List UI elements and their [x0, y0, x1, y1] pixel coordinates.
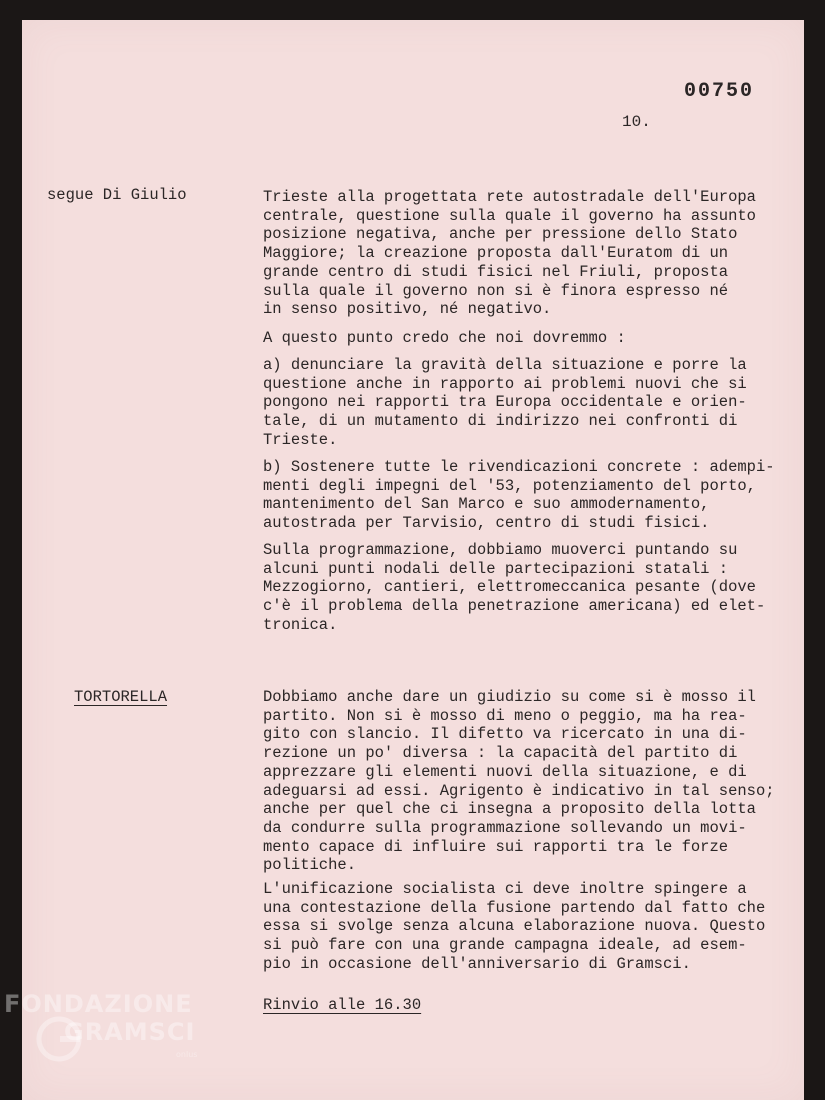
- watermark-line1: FONDAZIONE: [4, 990, 193, 1018]
- speaker-label: TORTORELLA: [74, 688, 168, 706]
- watermark-sub: onlus: [176, 1050, 198, 1059]
- watermark-line2: GRAMSCI: [64, 1018, 196, 1046]
- paragraph: Trieste alla progettata rete autostradale dell'Europa centrale, questione sulla quale il governo ha assunto posizione negativa, anche per pressione dello Stato Maggiore; la creazione proposta dall'Euratom di un grande centro di studi fisici nel Friuli, proposta sulla quale il governo non si è finora espresso né in senso positivo, né negativo.: [263, 188, 756, 319]
- paragraph: L'unificazione socialista ci deve inoltre spingere a una contestazione della fusione partendo dal fatto che essa si svolge senza alcuna elaborazione nuova. Questo si può fare con una grande campagna ideale, ad esem- pio in occasione dell'anniversario di Gramsci.: [263, 880, 766, 973]
- paragraph-point-b: b) Sostenere tutte le rivendicazioni concrete : adempi- menti degli impegni del '53, potenziamento del porto, mantenimento del San Marco e suo ammodernamento, autostrada per Tarvisio, centro di studi fisici.: [263, 458, 775, 533]
- paragraph: Dobbiamo anche dare un giudizio su come si è mosso il partito. Non si è mosso di meno o peggio, ma ha rea- gito con slancio. Il difetto va ricercato in una di- rezione un po' diversa : la capacità del partito di apprezzare gli elementi nuovi della situazione, e di adeguarsi ad essi. Agrigento è indicativo in tal senso; anche per quel che ci insegna a proposito della lotta da condurre sulla programmazione sollevando un movi- mento capace di influire sui rapporti tra le forze politiche.: [263, 688, 775, 875]
- page-number: 10.: [622, 113, 651, 131]
- speaker-label: segue Di Giulio: [47, 186, 187, 204]
- paragraph: A questo punto credo che noi dovremmo :: [263, 329, 626, 347]
- archive-watermark: [4, 990, 214, 1075]
- adjournment-note: Rinvio alle 16.30: [263, 996, 422, 1014]
- paragraph-point-a: a) denunciare la gravità della situazione e porre la questione anche in rapporto ai problemi nuovi che si pongono nei rapporti tra Europa occidentale e orien- tale, di un mutamento di indirizzo nei confronti di Trieste.: [263, 356, 747, 449]
- document-number: 00750: [684, 80, 755, 103]
- paragraph: Sulla programmazione, dobbiamo muoverci puntando su alcuni punti nodali delle partecipazioni statali : Mezzogiorno, cantieri, elettromeccanica pesante (dove c'è il problema della penetrazione americana) ed elet- tronica.: [263, 541, 766, 634]
